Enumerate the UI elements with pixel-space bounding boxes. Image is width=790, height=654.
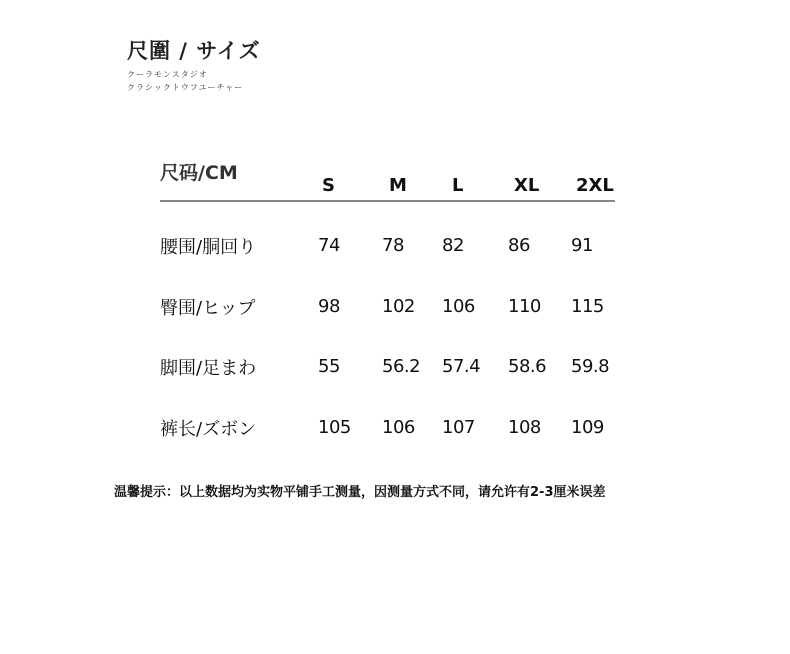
size-header-xl: XL — [514, 175, 540, 196]
table-cell: 102 — [382, 296, 415, 317]
row-label-hip: 臀围/ヒップ — [160, 298, 256, 319]
table-cell: 58.6 — [508, 356, 547, 377]
table-cell: 106 — [382, 417, 415, 438]
brand-title: 尺圍 / サイズ — [127, 39, 261, 63]
row-label-leg: 脚围/足まわ — [160, 358, 257, 379]
size-header-m: M — [389, 175, 407, 196]
table-cell: 105 — [318, 417, 351, 438]
brand-subtitle-1: クーラモンスタジオ — [127, 70, 208, 79]
table-cell: 110 — [508, 296, 541, 317]
row-label-length: 裤长/ズボン — [160, 419, 257, 440]
brand-block — [127, 38, 261, 94]
table-cell: 56.2 — [382, 356, 421, 377]
table-cell: 74 — [318, 235, 340, 256]
measurement-note: 温馨提示：以上数据均为实物平铺手工测量，因测量方式不同，请允许有2-3厘米误差 — [114, 485, 606, 500]
table-row-length — [160, 415, 615, 441]
table-cell: 107 — [442, 417, 475, 438]
header-divider — [160, 200, 615, 202]
size-header-l: L — [452, 175, 464, 196]
table-cell: 55 — [318, 356, 340, 377]
size-table-header — [160, 155, 615, 203]
table-row-waist — [160, 233, 615, 259]
table-row-hip — [160, 294, 615, 320]
brand-subtitle-2: クラシックトウフユーチャー — [127, 83, 244, 92]
table-cell: 106 — [442, 296, 475, 317]
table-cell: 98 — [318, 296, 340, 317]
size-header-s: S — [322, 175, 335, 196]
size-header-2xl: 2XL — [576, 175, 614, 196]
table-cell: 82 — [442, 235, 464, 256]
table-cell: 115 — [571, 296, 604, 317]
table-cell: 91 — [571, 235, 593, 256]
table-cell: 78 — [382, 235, 404, 256]
table-row-leg — [160, 354, 615, 380]
table-cell: 59.8 — [571, 356, 610, 377]
table-cell: 57.4 — [442, 356, 481, 377]
table-cell: 108 — [508, 417, 541, 438]
unit-label: 尺码/CM — [160, 162, 238, 184]
table-cell: 86 — [508, 235, 530, 256]
row-label-waist: 腰围/胴回り — [160, 237, 257, 258]
table-cell: 109 — [571, 417, 604, 438]
